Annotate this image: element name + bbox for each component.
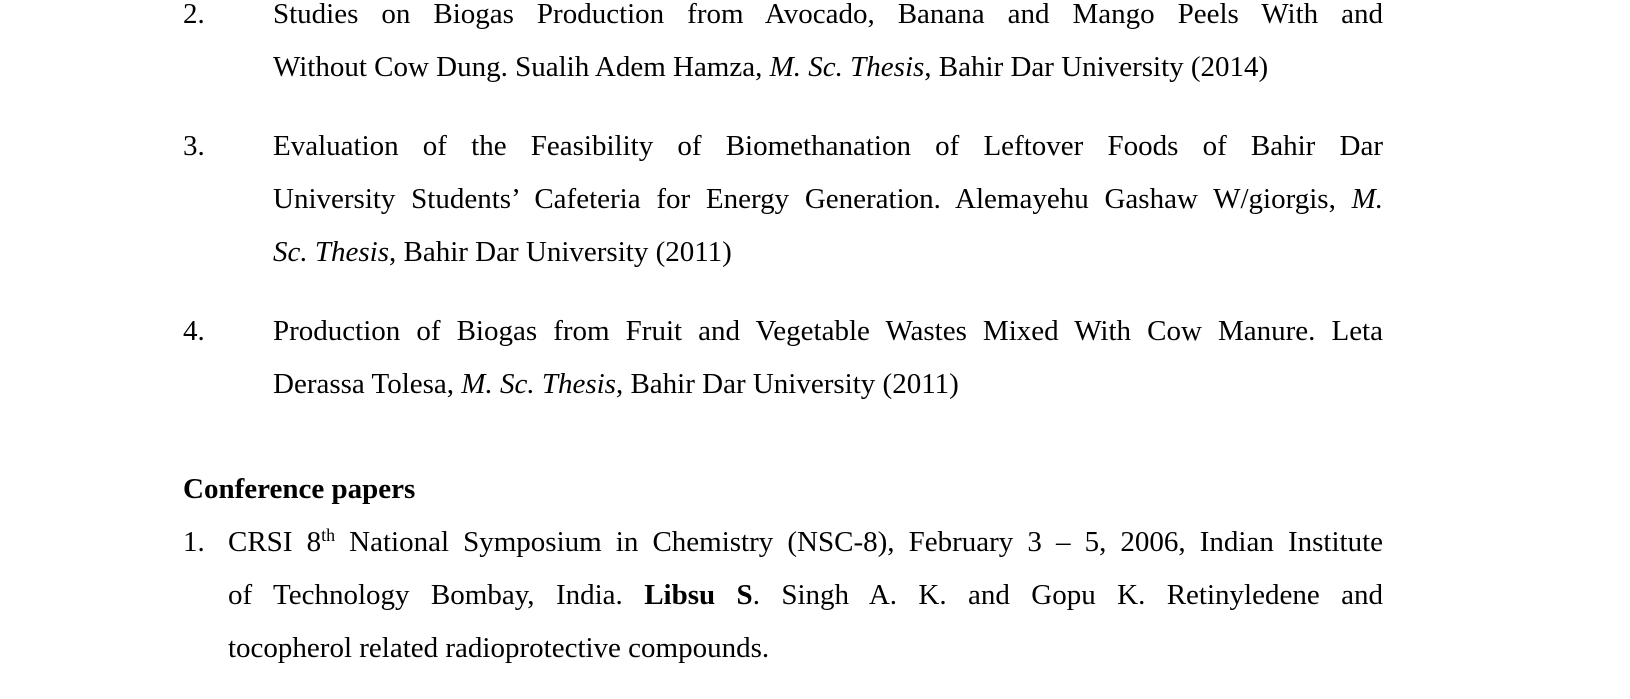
thesis-title-text: Derassa Tolesa, <box>273 368 462 400</box>
thesis-degree-label: Sc. Thesis <box>273 236 389 268</box>
bold-author-name: Libsu S <box>644 579 753 611</box>
item-number: 1. <box>183 526 205 558</box>
item-number: 3. <box>183 130 205 162</box>
text-line <box>228 516 1383 569</box>
thesis-item-3 <box>183 120 1383 279</box>
text-line <box>273 120 1383 173</box>
thesis-source-text: , Bahir Dar University (2011) <box>615 368 959 400</box>
text-line <box>228 569 1383 622</box>
text-line <box>273 305 1383 358</box>
text-line <box>273 358 1383 411</box>
text-line <box>228 622 1383 675</box>
thesis-title-text: University Students’ Cafeteria for Energy Generation. Alemayehu Gashaw W/giorgis, <box>273 183 1352 215</box>
text-line <box>273 173 1383 226</box>
thesis-item-4 <box>183 305 1383 411</box>
conference-authors-text: . Singh A. K. and Gopu K. Retinyledene and <box>752 579 1383 611</box>
item-number: 2. <box>183 0 205 30</box>
thesis-title-text: Without Cow Dung. Sualih Adem Hamza, <box>273 51 770 83</box>
conference-heading: Conference papers <box>183 473 416 505</box>
document-content <box>183 0 1383 675</box>
thesis-source-text: , Bahir Dar University (2014) <box>924 51 1269 83</box>
thesis-degree-label: M. Sc. Thesis <box>461 368 616 400</box>
thesis-degree-label: M. Sc. Thesis <box>769 51 925 83</box>
conference-item-1 <box>183 516 1383 675</box>
conference-paper-title-text: tocopherol related radioprotective compounds. <box>228 632 770 664</box>
text-line <box>273 41 1383 94</box>
conference-title-text: National Symposium in Chemistry (NSC-8), February 3 – 5, 2006, Indian Institute <box>335 526 1383 558</box>
thesis-title-text: Studies on Biogas Production from Avocado, Banana and Mango Peels With and <box>273 0 1383 30</box>
thesis-degree-label: M. <box>1351 183 1383 215</box>
thesis-item-2 <box>183 0 1383 94</box>
conference-title-text: CRSI 8 <box>228 526 322 558</box>
thesis-title-text: Evaluation of the Feasibility of Biomethanation of Leftover Foods of Bahir Dar <box>273 130 1383 162</box>
text-line <box>273 0 1383 41</box>
superscript-ordinal: th <box>321 525 336 546</box>
text-line <box>273 226 1383 279</box>
thesis-source-text: , Bahir Dar University (2011) <box>389 236 732 268</box>
thesis-title-text: Production of Biogas from Fruit and Vegetable Wastes Mixed With Cow Manure. Leta <box>273 315 1383 347</box>
item-number: 4. <box>183 315 205 347</box>
conference-title-text: of Technology Bombay, India. <box>228 579 645 611</box>
